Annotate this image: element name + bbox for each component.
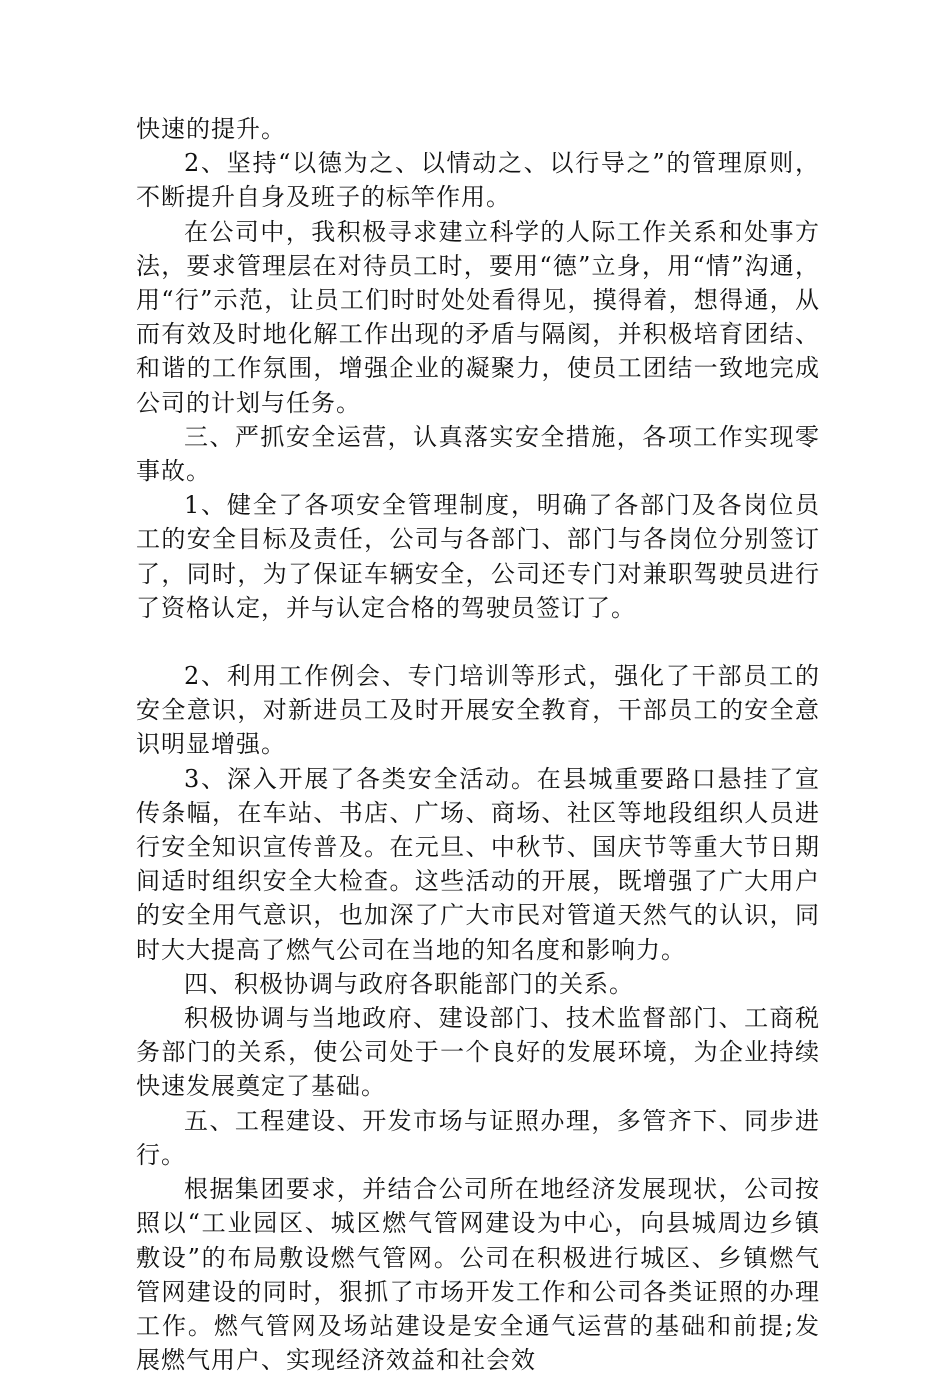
paragraph-gap [136, 625, 820, 659]
paragraph-management-relations: 在公司中，我积极寻求建立科学的人际工作关系和处事方法，要求管理层在对待员工时，要用“德”立身，用“情”沟通，用“行”示范，让员工们时时处处看得见，摸得着，想得通，从而有效及时地化解工作出现的矛盾与隔阂，并积极培育团结、和谐的工作氛围，增强企业的凝聚力，使员工团结一致地完成公司的计划与任务。 [136, 217, 820, 417]
paragraph-item-1-safety-system: 1、健全了各项安全管理制度，明确了各部门及各岗位员工的安全目标及责任，公司与各部门、部门与各岗位分别签订了，同时，为了保证车辆安全，公司还专门对兼职驾驶员进行了资格认定，并与认定合格的驾驶员签订了。 [136, 491, 820, 622]
paragraph-continuation: 快速的提升。 [136, 115, 286, 143]
section-heading-government: 四、积极协调与政府各职能部门的关系。 [184, 969, 634, 998]
paragraph-government-relations: 积极协调与当地政府、建设部门、技术监督部门、工商税务部门的关系，使公司处于一个良好的发展环境，为企业持续快速发展奠定了基础。 [136, 1004, 820, 1101]
paragraph-pipeline-construction: 根据集团要求，并结合公司所在地经济发展现状，公司按照以“工业园区、城区燃气管网建设为中心，向县城周边乡镇敷设”的布局敷设燃气管网。公司在积极进行城区、乡镇燃气管网建设的同时，狠抓了市场开发工作和公司各类证照的办理工作。燃气管网及场站建设是安全通气运营的基础和前提;发展燃气用户、实现经济效益和社会效 [136, 1175, 820, 1375]
section-heading-engineering: 五、工程建设、开发市场与证照办理，多管齐下、同步进行。 [136, 1106, 820, 1169]
paragraph-item-2-training: 2、利用工作例会、专门培训等形式，强化了干部员工的安全意识，对新进员工及时开展安全教育，干部员工的安全意识明显增强。 [136, 662, 820, 759]
paragraph-item-2-principle: 2、坚持“以德为之、以情动之、以行导之”的管理原则，不断提升自身及班子的标竿作用。 [136, 149, 820, 212]
document-page [136, 112, 820, 1377]
paragraph-item-3-activities: 3、深入开展了各类安全活动。在县城重要路口悬挂了宣传条幅，在车站、书店、广场、商场、社区等地段组织人员进行安全知识宣传普及。在元旦、中秋节、国庆节等重大节日期间适时组织安全大检查。这些活动的开展，既增强了广大用户的安全用气意识，也加深了广大市民对管道天然气的认识，同时大大提高了燃气公司在当地的知名度和影响力。 [136, 764, 820, 964]
section-heading-safety: 三、严抓安全运营，认真落实安全措施，各项工作实现零事故。 [136, 422, 820, 486]
